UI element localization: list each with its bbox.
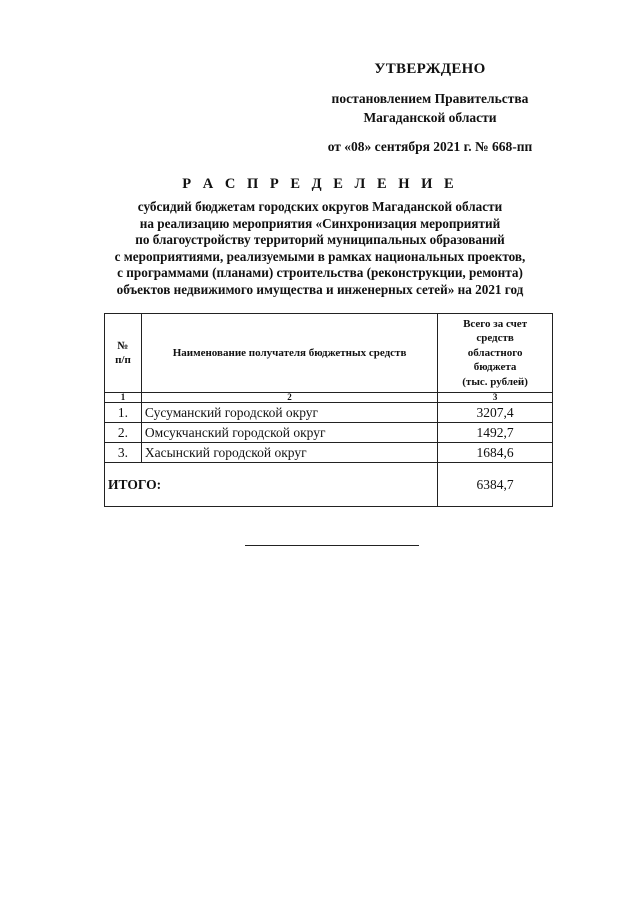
column-number: 2: [141, 393, 437, 403]
subtitle-line: с мероприятиями, реализуемыми в рамках национальных проектов,: [114, 248, 526, 264]
header-amount: [438, 314, 553, 393]
header-number-abbr: п/п: [115, 354, 131, 366]
total-label: ИТОГО:: [105, 463, 438, 507]
header-amount-line: средств: [476, 332, 514, 345]
approval-date: от «08» сентября 2021 г. № 668-пп: [327, 139, 533, 154]
header-amount-line: областного: [467, 346, 523, 359]
total-value: 6384,7: [438, 463, 553, 507]
row-number: 1.: [105, 403, 142, 423]
approval-block: [300, 60, 560, 156]
table-row: [105, 423, 553, 443]
header-amount-line: Всего за счет: [463, 317, 528, 330]
subtitle-line: на реализацию мероприятия «Синхронизация мероприятий: [139, 215, 501, 231]
header-number-symbol: №: [117, 340, 129, 352]
subtitle-line: объектов недвижимого имущества и инженерных сетей» на 2021 год: [116, 281, 524, 297]
table-header-row: [105, 314, 553, 393]
row-recipient: Сусуманский городской округ: [141, 403, 437, 423]
column-number: 1: [105, 393, 142, 403]
total-row: [105, 463, 553, 507]
separator-line: [245, 545, 419, 546]
subtitle-line: с программами (планами) строительства (реконструкции, ремонта): [117, 265, 523, 281]
column-number: 3: [438, 393, 553, 403]
approval-line-1: постановлением Правительства: [331, 91, 529, 106]
distribution-table: [104, 313, 553, 507]
header-amount-line: бюджета: [473, 361, 517, 374]
row-number: 2.: [105, 423, 142, 443]
header-recipient: Наименование получателя бюджетных средств: [141, 314, 437, 393]
approval-line-2: Магаданской области: [363, 110, 497, 125]
row-amount: 1684,6: [438, 443, 553, 463]
row-recipient: Хасынский городской округ: [141, 443, 437, 463]
header-amount-line: (тыс. рублей): [462, 375, 528, 388]
document-subtitle: [80, 199, 560, 299]
header-number: [105, 314, 142, 393]
subtitle-line: субсидий бюджетам городских округов Магаданской области: [137, 199, 503, 214]
table-row: [105, 403, 553, 423]
row-number: 3.: [105, 443, 142, 463]
row-recipient: Омсукчанский городской округ: [141, 423, 437, 443]
row-amount: 1492,7: [438, 423, 553, 443]
approval-heading: УТВЕРЖДЕНО: [374, 61, 486, 77]
row-amount: 3207,4: [438, 403, 553, 423]
subtitle-line: по благоустройству территорий муниципальных образований: [135, 232, 505, 248]
column-number-row: [105, 393, 553, 403]
table-row: [105, 443, 553, 463]
document-title: Р А С П Р Е Д Е Л Е Н И Е: [182, 176, 458, 192]
